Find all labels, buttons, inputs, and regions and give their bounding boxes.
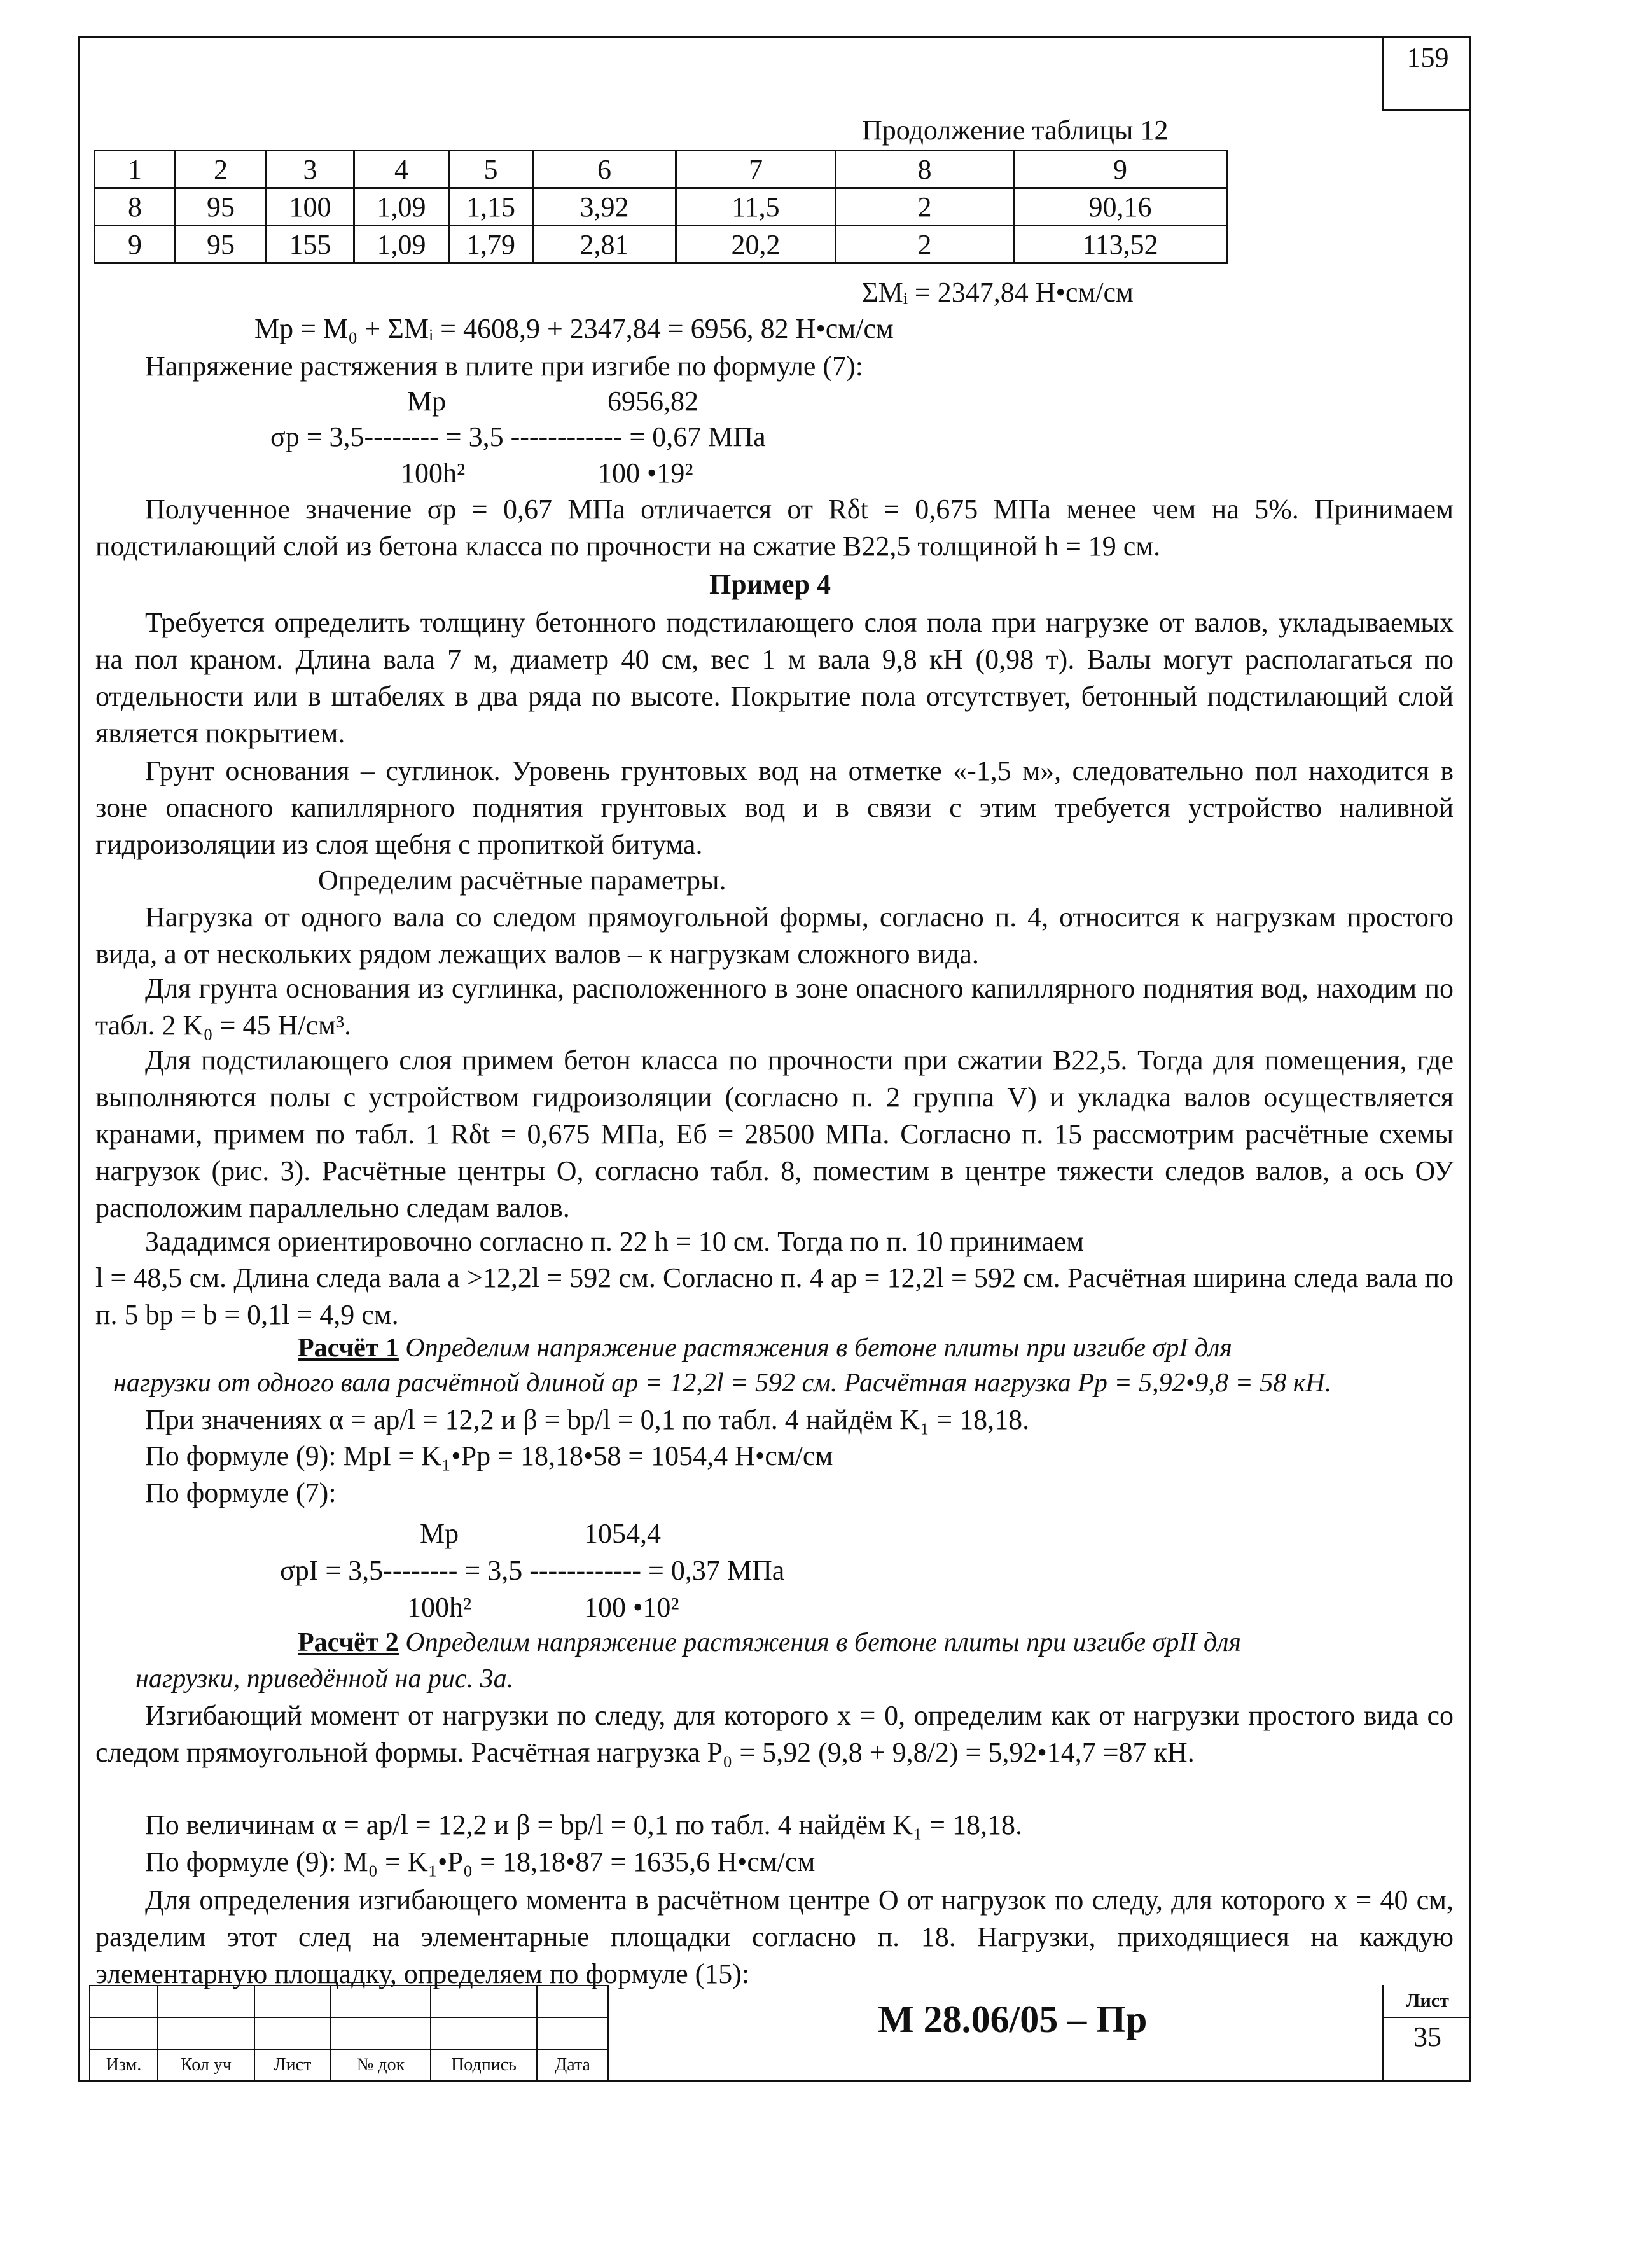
formula-2-numerator-2: 1054,4 [584, 1518, 661, 1549]
formula-1-denominator-2: 100 •19² [598, 457, 693, 489]
paragraph: Напряжение растяжения в плите при изгибе по формуле (7): [145, 351, 863, 382]
mp-line: Mр = M₀ + ΣMᵢ = 4608,9 + 2347,84 = 6956, 82 Н•см/см [254, 313, 894, 344]
table-cell: 5 [449, 151, 533, 188]
stamp-col-label: Лист [254, 2049, 331, 2081]
table-cell: 2,81 [533, 226, 676, 263]
stamp-col-label: Дата [537, 2049, 608, 2081]
paragraph: По величинам α = aр/l = 12,2 и β = bр/l = 0,1 по табл. 4 найдём K₁ = 18,18. [145, 1809, 1022, 1840]
formula-2-denominator-1: 100h² [407, 1592, 472, 1623]
calc-1-description-cont: нагрузки от одного вала расчётной длиной aр = 12,2l = 592 см. Расчётная нагрузка Pр = 5,92•9,8 = 58 кН. [113, 1368, 1332, 1398]
sum-mi: ΣMᵢ = 2347,84 Н•см/см [862, 277, 1134, 308]
table-cell: 2 [836, 188, 1014, 226]
table-cell: 1,15 [449, 188, 533, 226]
table-row [95, 226, 1227, 263]
table-cell: 1,09 [354, 226, 449, 263]
calc-1-description: Определим напряжение растяжения в бетоне плиты при изгибе σрI для [398, 1333, 1232, 1363]
formula-1-denominator-1: 100h² [401, 457, 466, 489]
calc-2-description-cont: нагрузки, приведённой на рис. 3а. [135, 1664, 514, 1694]
table-cell: 2 [836, 226, 1014, 263]
calc-2-heading: Расчёт 2 [298, 1628, 399, 1657]
paragraph: По формуле (9): MрI = K₁•Pр = 18,18•58 = 1054,4 Н•см/см [145, 1440, 833, 1471]
paragraph: Требуется определить толщину бетонного подстилающего слоя пола при нагрузке от валов, укладываемых на пол краном. Длина вала 7 м, диаметр 40 см, вес 1 м вала 9,8 кН (0,98 т). Валы могут располагаться по отдельности или в штабелях в два ряда по высоте. Покрытие пола отсутствует, бетонный подстилающий слой является покрытием. [95, 607, 1454, 749]
table-cell: 1 [95, 151, 176, 188]
formula-2-denominator-2: 100 •10² [584, 1592, 679, 1623]
calc-1-heading: Расчёт 1 [298, 1333, 399, 1363]
table-cell: 3 [267, 151, 354, 188]
calc-2-title [298, 1624, 1241, 1661]
sheet-box [1382, 1985, 1471, 2082]
paragraph: При значениях α = aр/l = 12,2 и β = bр/l = 0,1 по табл. 4 найдём K₁ = 18,18. [145, 1404, 1030, 1435]
calc-1-title [298, 1330, 1232, 1367]
paragraph: Грунт основания – суглинок. Уровень грунтовых вод на отметке «-1,5 м», следовательно пол находится в зоне опасного капиллярного поднятия грунтовых вод и в связи с этим требуется устройство наливной гидроизоляции из слоя щебня с пропиткой битума. [95, 755, 1454, 860]
paragraph: По формуле (9): M₀ = K₁•P₀ = 18,18•87 = 1635,6 Н•см/см [145, 1846, 816, 1877]
table-cell: 11,5 [676, 188, 836, 226]
table-cell: 1,79 [449, 226, 533, 263]
paragraph: Для определения изгибающего момента в расчётном центре О от нагрузок по следу, для которого x = 40 см, разделим этот след на элементарные площадки согласно п. 18. Нагрузки, приходящиеся на каждую элементарную площадку, определяем по формуле (15): [95, 1884, 1454, 1989]
paragraph: l = 48,5 см. Длина следа вала a >12,2l = 592 см. Согласно п. 4 aр = 12,2l = 592 см. Расчётная ширина следа вала по п. 5 bр = b = 0,1l = 4,9 см. [95, 1262, 1454, 1330]
paragraph: Для подстилающего слоя примем бетон класса по прочности при сжатии В22,5. Тогда для помещения, где выполняются полы с устройством гидроизоляции (согласно п. 2 группа V) и укладка валов осуществляется кранами, примем по табл. 1 Rδt = 0,675 МПа, Eб = 28500 МПа. Согласно п. 15 рассмотрим расчётные схемы нагрузок (рис. 3). Расчётные центры О, согласно табл. 8, поместим в центре тяжести следов валов, а ось ОУ расположим параллельно следам валов. [95, 1045, 1454, 1223]
stamp-col-label: Кол уч [158, 2049, 254, 2081]
calc-2-description: Определим напряжение растяжения в бетоне плиты при изгибе σрII для [398, 1628, 1241, 1657]
title-block [89, 1985, 1471, 2082]
document-code: М 28.06/05 – Пр [878, 1998, 1148, 2040]
paragraph: Изгибающий момент от нагрузки по следу, для которого x = 0, определим как от нагрузки простого вида со следом прямоугольной формы. Расчётная нагрузка P₀ = 5,92 (9,8 + 9,8/2) = 5,92•14,7 =87 кН. [95, 1700, 1454, 1768]
table-cell: 95 [176, 226, 267, 263]
table-cell: 155 [267, 226, 354, 263]
formula-1-numerator-1: Mр [407, 386, 447, 417]
stamp-col-label: № док [331, 2049, 431, 2081]
paragraph: Для грунта основания из суглинка, расположенного в зоне опасного капиллярного поднятия вод, находим по табл. 2 K₀ = 45 Н/см³. [95, 973, 1454, 1041]
paragraph: Нагрузка от одного вала со следом прямоугольной формы, согласно п. 4, относится к нагрузкам простого вида, а от нескольких рядом лежащих валов – к нагрузкам сложного вида. [95, 901, 1454, 970]
table-cell: 90,16 [1014, 188, 1227, 226]
formula-1: σр = 3,5-------- = 3,5 ------------ = 0,67 МПа [270, 421, 766, 452]
paragraph: Зададимся ориентировочно согласно п. 22 h = 10 см. Тогда по п. 10 принимаем [145, 1226, 1085, 1257]
stamp-col-label: Подпись [431, 2049, 537, 2081]
stamp-col-label: Изм. [90, 2049, 158, 2081]
revision-grid [89, 1985, 609, 2082]
sheet-label: Лист [1384, 1985, 1471, 2018]
paragraph: Полученное значение σр = 0,67 МПа отличается от Rδt = 0,675 МПа менее чем на 5%. Принимаем подстилающий слой из бетона класса по прочности на сжатие В22,5 толщиной h = 19 см. [95, 494, 1454, 562]
formula-2: σрI = 3,5-------- = 3,5 ------------ = 0,37 МПа [280, 1555, 785, 1586]
table-cell: 9 [1014, 151, 1227, 188]
table-cell: 100 [267, 188, 354, 226]
table-cell: 113,52 [1014, 226, 1227, 263]
paragraph: Определим расчётные параметры. [318, 865, 726, 896]
page-number: 159 [1382, 36, 1471, 111]
table-row [95, 188, 1227, 226]
table-cell: 2 [176, 151, 267, 188]
table-cell: 95 [176, 188, 267, 226]
table-cell: 9 [95, 226, 176, 263]
table-cell: 1,09 [354, 188, 449, 226]
table-cell: 8 [95, 188, 176, 226]
sheet-number: 35 [1413, 2021, 1441, 2052]
table-caption: Продолжение таблицы 12 [862, 115, 1169, 146]
formula-2-numerator-1: Mр [420, 1518, 459, 1549]
table-cell: 3,92 [533, 188, 676, 226]
paragraph: По формуле (7): [145, 1477, 337, 1508]
table-cell: 7 [676, 151, 836, 188]
table-cell: 6 [533, 151, 676, 188]
heading-example-4: Пример 4 [709, 569, 831, 600]
table-cell: 8 [836, 151, 1014, 188]
table-cell: 20,2 [676, 226, 836, 263]
table-header-row [95, 151, 1227, 188]
table-cell: 4 [354, 151, 449, 188]
table-12 [94, 150, 1228, 264]
formula-1-numerator-2: 6956,82 [607, 386, 698, 417]
